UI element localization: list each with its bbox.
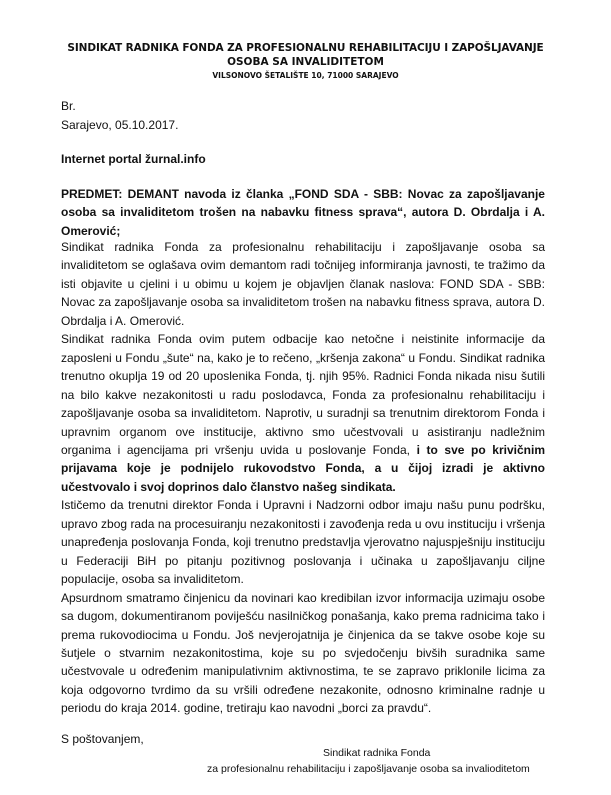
subject [61, 185, 545, 240]
closing: S poštovanjem, [61, 732, 144, 746]
paragraph-2-text: Sindikat radnika Fonda ovim putem odbacije kao netočne i neistinite informacije da zaposleni u Fondu „šute“ na, kako je to rečeno, „kršenja zakona“ u Fondu. Sindikat radnika trenutno okuplja 19 od 20 uposlenika Fonda, tj. njih 95%. Radnici Fonda nikada nisu šutili na bilo kakve nezakonitosti u radu poslodavca, Fonda za profesionalnu rehabilitaciju i zapošljavanje osoba sa invaliditetom. Naprotiv, u suradnji sa trenutnim direktorom Fonda i upravnim organom ove institucije, aktivno smo učestvovali u asistiranju nadležnim organima i agencijama pri vršenju uvida u poslovanje Fonda, [61, 332, 545, 457]
paragraph-2-bold: i to sve po krivičnim prijavama koje je podnijelo rukovodstvo Fonda, a u čijoj izradi je aktivno učestvovalo i svoj doprinos dalo članstvo našeg sindikata. [61, 442, 545, 494]
reference-number: Br. [61, 99, 76, 113]
letterhead-address: VILSONOVO ŠETALIŠTE 10, 71000 SARAJEVO [212, 71, 399, 80]
place-date: Sarajevo, 05.10.2017. [61, 118, 179, 132]
letterhead-line-2: OSOBA SA INVALIDITETOM [227, 56, 384, 68]
recipient: Internet portal žurnal.info [61, 152, 206, 166]
letter-body [61, 238, 545, 718]
letterhead-line-1: SINDIKAT RADNIKA FONDA ZA PROFESIONALNU REHABILITACIJU I ZAPOŠLJAVANJE [67, 42, 544, 54]
subject-text: DEMANT navoda iz članka „FOND SDA - SBB: Novac za zapošljavanje osoba sa invaliditetom trošen na nabavku fitness sprava“, autora D. Obrdalja i A. Omerović; [61, 187, 545, 238]
paragraph-1: Sindikat radnika Fonda za profesionalnu rehabilitaciju i zapošljavanje osoba sa invaliditetom se oglašava ovim demantom radi točnijeg informiranja javnosti, te tražimo da isti objavite u cjelini i u obimu u kojem je objavljen članak naslova: FOND SDA - SBB: Novac za zapošljavanje osoba sa invaliditetom trošen na nabavku fitness sprava, autora D. Obrdalja i A. Omerović. [61, 240, 545, 328]
signature-line-1: Sindikat radnika Fonda [323, 747, 431, 759]
signature-line-2: za profesionalnu rehabilitaciju i zapošljavanje osoba sa invalioditetom [207, 763, 530, 775]
subject-label: PREDMET: [61, 187, 123, 201]
paragraph-3: Ističemo da trenutni direktor Fonda i Upravni i Nadzorni odbor imaju našu punu podršku, upravo zbog rada na procesuiranju nezakonitosti i zavođenja reda u ovu instituciju i vršenja unapređenja poslovanja Fonda, koji trenutno predstavlja vjerovatno najuspješniju instituciju u Federaciji BiH po pitanju pozitivnog poslovanja i učinaka u zapošljavanju ciljne populacije, osoba sa invaliditetom. [61, 498, 545, 587]
paragraph-4: Apsurdnom smatramo činjenicu da novinari kao kredibilan izvor informacija uzimaju osobe sa dugom, dokumentiranom poviješću nasilničkog ponašanja, kako prema radnicima tako i prema rukovodiocima u Fondu. Još nevjerojatnija je činjenica da se takve osobe koje su šutjele o stvarnim nezakonitostima, koje su po svjedočenju bivših suradnika same učestvovale u određenim manipulativnim aktivnostima, te se zapravo priklonile licima za koja odgovorno tvrdimo da su vršili određene nezakonite, odnosno kriminalne radnje u periodu do kraja 2014. godine, tretiraju kao navodni „borci za pravdu“. [61, 590, 545, 716]
paragraph-2 [61, 330, 545, 496]
